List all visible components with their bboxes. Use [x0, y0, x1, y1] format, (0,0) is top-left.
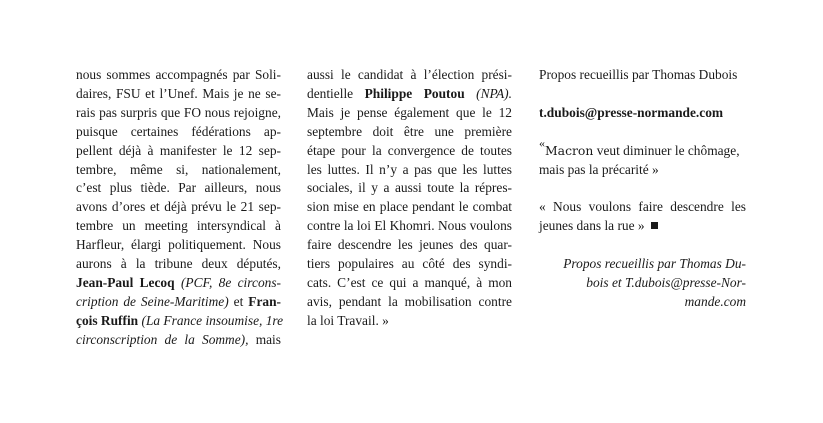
inline-text: mais: [255, 331, 281, 347]
text-line: Mais je pense également que le 12: [307, 104, 512, 120]
person-affiliation: (NPA).: [476, 85, 512, 101]
credit-text: mande.com: [684, 293, 746, 309]
person-affiliation: cription de Seine-Maritime): [76, 293, 229, 309]
text-line: [539, 293, 746, 312]
text-line: [76, 331, 281, 350]
text-line: [76, 312, 284, 331]
person-affiliation: circonscription de la Somme),: [76, 331, 249, 347]
text-line: Harfleur, élargi politiquement. Nous: [76, 237, 281, 253]
text-line: la loi Travail. »: [307, 312, 389, 328]
article-column-2: [307, 66, 512, 331]
text-line: tembre, même si, nationalement,: [76, 161, 281, 177]
text-line: nous sommes accompagnés par Soli-: [76, 67, 281, 82]
text-line: avons d’ores et déjà prévu le 21 sep-: [76, 199, 281, 215]
inline-text: et: [233, 293, 244, 309]
text-line: cats. C’est ce qui a manqué, à mon: [307, 274, 512, 290]
inline-text: dentielle: [307, 85, 354, 101]
text-line: sion mise en place pendant le combat: [307, 199, 512, 215]
spacer: [539, 85, 746, 104]
text-line: [76, 274, 281, 293]
credit-text: bois et T.dubois@presse-Nor-: [586, 274, 746, 290]
headline-quote-1: [539, 135, 746, 180]
spacer: [539, 179, 746, 198]
author-email[interactable]: [539, 104, 746, 123]
text-line: [76, 293, 281, 312]
text-line: rais pas surpris que FO nous rejoigne,: [76, 104, 281, 120]
person-name: Jean-Paul Lecoq: [76, 274, 175, 290]
text-line: tiers populaires au côté des syndi-: [307, 256, 512, 272]
person-affiliation: (PCF, 8e circons-: [180, 274, 282, 290]
text-line: c’est plus tiède. Par ailleurs, nous: [76, 180, 281, 196]
text-line: [307, 85, 512, 104]
inline-text: veut diminuer le chômage,: [596, 142, 740, 158]
italic-credit: [539, 255, 746, 312]
text-line: sociales, il y a aussi toute la répres-: [307, 180, 512, 196]
person-name: Fran-: [248, 293, 281, 309]
person-name: Macron: [545, 142, 594, 158]
text-line: septembre doit être une première: [307, 123, 512, 139]
text-line: aussi le candidat à l’élection prési-: [307, 67, 512, 82]
text-line: pellent déjà à manifester le 12 sep-: [76, 142, 281, 158]
article-column-1: [76, 66, 284, 350]
spacer: [539, 236, 746, 255]
inline-text: jeunes dans la rue »: [539, 218, 645, 234]
text-line: [539, 217, 746, 236]
person-affiliation: (La France insoumise, 1re: [141, 312, 284, 328]
author-credit: Propos recueillis par Thomas Dubois: [539, 67, 738, 82]
person-name: çois Ruffin: [76, 312, 139, 328]
headline-quote-2: [539, 198, 746, 236]
text-line: mais pas la précarité »: [539, 161, 659, 177]
email-link[interactable]: t.dubois@presse-normande.com: [539, 104, 724, 120]
text-line: [539, 274, 746, 293]
text-line: puisque certaines fédérations ap-: [76, 123, 281, 139]
text-line: aurons à la tribune deux députés,: [76, 256, 281, 272]
text-line: étape pour la convergence de toutes: [307, 142, 512, 158]
end-mark-icon: [651, 222, 658, 229]
text-line: daires, FSU et l’Unef. Mais je ne se-: [76, 85, 281, 101]
spacer: [539, 123, 746, 142]
text-line: avis, pendant la mobilisation contre: [307, 293, 512, 309]
article-column-3: [539, 66, 746, 312]
credit-text: Propos recueillis par Thomas Du-: [563, 256, 746, 271]
person-name: Philippe Poutou: [364, 85, 465, 101]
text-line: faire descendre les jeunes des quar-: [307, 237, 512, 253]
text-line: [539, 135, 746, 161]
text-line: tembre un meeting intersyndical à: [76, 218, 281, 234]
quote-mark: «: [539, 135, 545, 150]
text-line: [539, 255, 746, 274]
text-line: les luttes. Il n’y a pas que les luttes: [307, 161, 512, 177]
text-line: « Nous voulons faire descendre les: [539, 199, 746, 215]
text-line: contre la loi El Khomri. Nous voulons: [307, 218, 512, 234]
